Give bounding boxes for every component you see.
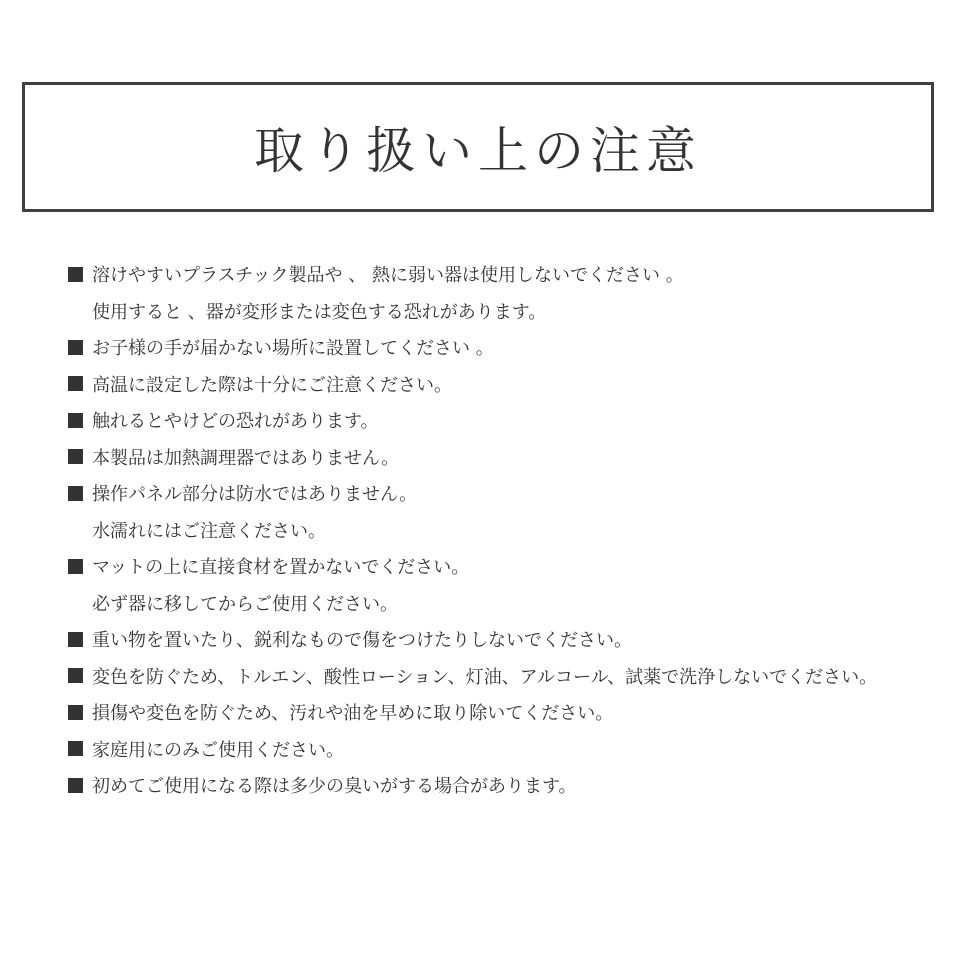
note-text: 家庭用にのみご使用ください。 — [92, 739, 344, 761]
bullet-square-icon — [68, 413, 83, 428]
note-line — [68, 658, 928, 695]
note-text: マットの上に直接食材を置かないでください。 — [92, 557, 470, 579]
note-text: 損傷や変色を防ぐため、汚れや油を早めに取り除いてください。 — [92, 703, 614, 725]
bullet-square-icon — [68, 340, 83, 355]
note-line — [68, 585, 928, 622]
note-line — [68, 256, 928, 293]
notes-list — [68, 256, 928, 804]
note-text: お子様の手が届かない場所に設置してください 。 — [92, 338, 494, 360]
bullet-square-icon — [68, 267, 83, 282]
note-text: 高温に設定した際は十分にご注意ください。 — [92, 374, 452, 396]
title-box — [22, 82, 934, 212]
note-line — [68, 329, 928, 366]
note-line — [68, 402, 928, 439]
note-line — [68, 439, 928, 476]
note-text: 変色を防ぐため、トルエン、酸性ローション、灯油、アルコール、試薬で洗浄しないでください。 — [92, 666, 878, 688]
note-line — [68, 694, 928, 731]
note-text: 操作パネル部分は防水ではありません。 — [92, 484, 418, 506]
bullet-square-icon — [68, 705, 83, 720]
bullet-square-icon — [68, 778, 83, 793]
note-text: 溶けやすいプラスチック製品や 、 熱に弱い器は使用しないでください 。 — [92, 265, 684, 287]
note-line — [68, 293, 928, 330]
note-text: 使用すると 、器が変形または変色する恐れがあります。 — [92, 301, 547, 323]
note-line — [68, 366, 928, 403]
note-text: 本製品は加熱調理器ではありません。 — [92, 447, 400, 469]
page-title: 取り扱い上の注意 — [254, 122, 702, 180]
note-line — [68, 548, 928, 585]
bullet-square-icon — [68, 741, 83, 756]
note-line — [68, 731, 928, 768]
note-text: 重い物を置いたり、鋭利なもので傷をつけたりしないでください。 — [92, 630, 632, 652]
bullet-square-icon — [68, 486, 83, 501]
bullet-square-icon — [68, 668, 83, 683]
note-text: 触れるとやけどの恐れがあります。 — [92, 411, 379, 433]
note-line — [68, 512, 928, 549]
bullet-square-icon — [68, 376, 83, 391]
bullet-square-icon — [68, 449, 83, 464]
note-line — [68, 475, 928, 512]
bullet-square-icon — [68, 559, 83, 574]
note-text: 必ず器に移してからご使用ください。 — [92, 593, 398, 615]
note-text: 初めてご使用になる際は多少の臭いがする場合があります。 — [92, 776, 577, 798]
note-text: 水濡れにはご注意ください。 — [92, 520, 326, 542]
bullet-square-icon — [68, 632, 83, 647]
note-line — [68, 767, 928, 804]
note-line — [68, 621, 928, 658]
